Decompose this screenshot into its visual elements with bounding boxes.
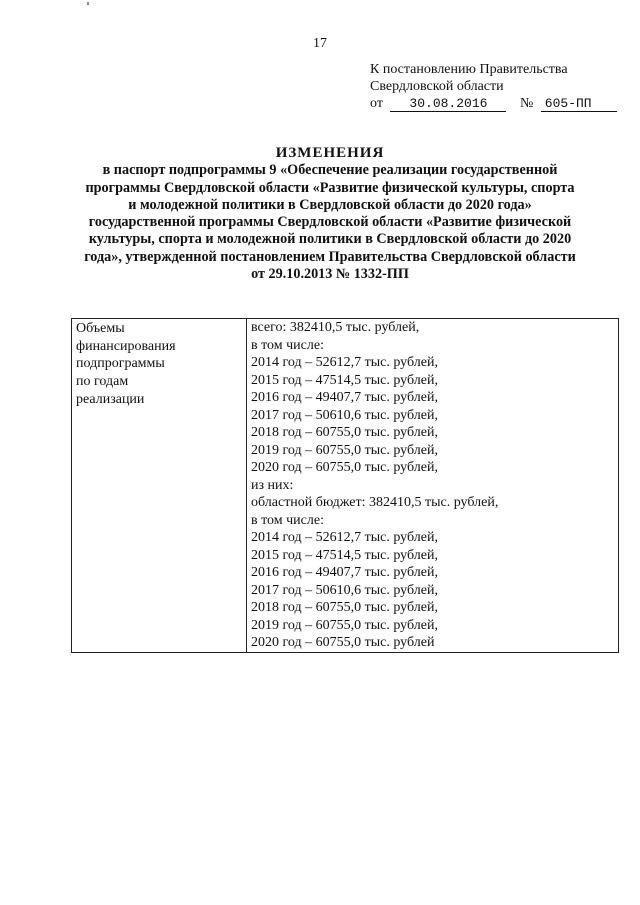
regional-year-line: 2014 год – 52612,7 тыс. рублей, <box>251 530 438 545</box>
funding-year-line: 2015 год – 47514,5 тыс. рублей, <box>251 372 438 388</box>
regional-budget-total: областной бюджет: 382410,5 тыс. рублей, <box>251 495 499 510</box>
appendix-header <box>370 61 630 112</box>
decree-reference <box>370 95 630 112</box>
funding-year-line: 2019 год – 60755,0 тыс. рублей, <box>251 442 438 458</box>
title-line: от 29.10.2013 № 1332-ПП <box>251 266 409 283</box>
label-line: Объемы <box>76 321 125 336</box>
scan-artifact <box>87 2 89 5</box>
page-number: 17 <box>313 36 327 51</box>
funding-values-cell <box>247 319 619 653</box>
regional-year-line: 2017 год – 50610,6 тыс. рублей, <box>251 582 438 598</box>
label-line: по годам <box>76 374 129 390</box>
regional-year-line: 2019 год – 60755,0 тыс. рублей, <box>251 617 438 633</box>
funding-total: всего: 382410,5 тыс. рублей, <box>251 320 420 335</box>
title-line: года», утвержденной постановлением Правительства Свердловской области <box>84 248 576 265</box>
funding-year-line: 2017 год – 50610,6 тыс. рублей, <box>251 407 438 423</box>
funding-year-line: 2016 год – 49407,7 тыс. рублей, <box>251 390 438 405</box>
appendix-line-2: Свердловской области <box>370 79 504 94</box>
title-line: культуры, спорта и молодежной политики в Свердловской области до 2020 <box>88 231 572 248</box>
title-line: государственной программы Свердловской области «Развитие физической <box>88 214 572 231</box>
funding-line: из них: <box>251 477 294 493</box>
regional-year-line: 2020 год – 60755,0 тыс. рублей <box>251 635 435 650</box>
title-line: программы Свердловской области «Развитие физической культуры, спорта <box>85 179 575 196</box>
decree-number: 605-ПП <box>541 97 617 112</box>
appendix-line-1: К постановлению Правительства <box>370 62 568 77</box>
document-title <box>60 145 600 283</box>
funding-line: в том числе: <box>251 337 324 353</box>
funding-table <box>71 318 619 653</box>
funding-year-line: 2018 год – 60755,0 тыс. рублей, <box>251 425 438 440</box>
title-heading: ИЗМЕНЕНИЯ <box>275 145 385 161</box>
decree-from-label: от <box>370 96 383 111</box>
funding-label-cell <box>72 319 247 653</box>
regional-year-line: 2016 год – 49407,7 тыс. рублей, <box>251 565 438 580</box>
label-line: финансирования <box>76 338 176 354</box>
table-row <box>72 319 619 653</box>
label-line: реализации <box>76 391 145 407</box>
funding-year-line: 2020 год – 60755,0 тыс. рублей, <box>251 460 438 475</box>
funding-year-line: 2014 год – 52612,7 тыс. рублей, <box>251 355 438 370</box>
label-line: подпрограммы <box>76 356 165 372</box>
regional-year-line: 2015 год – 47514,5 тыс. рублей, <box>251 547 438 563</box>
title-line: и молодежной политики в Свердловской области до 2020 года» <box>128 196 532 213</box>
funding-line: в том числе: <box>251 512 324 528</box>
decree-number-label: № <box>519 96 534 111</box>
title-line: в паспорт подпрограммы 9 «Обеспечение реализации государственной <box>102 162 558 179</box>
regional-year-line: 2018 год – 60755,0 тыс. рублей, <box>251 600 438 615</box>
decree-date: 30.08.2016 <box>390 97 506 112</box>
